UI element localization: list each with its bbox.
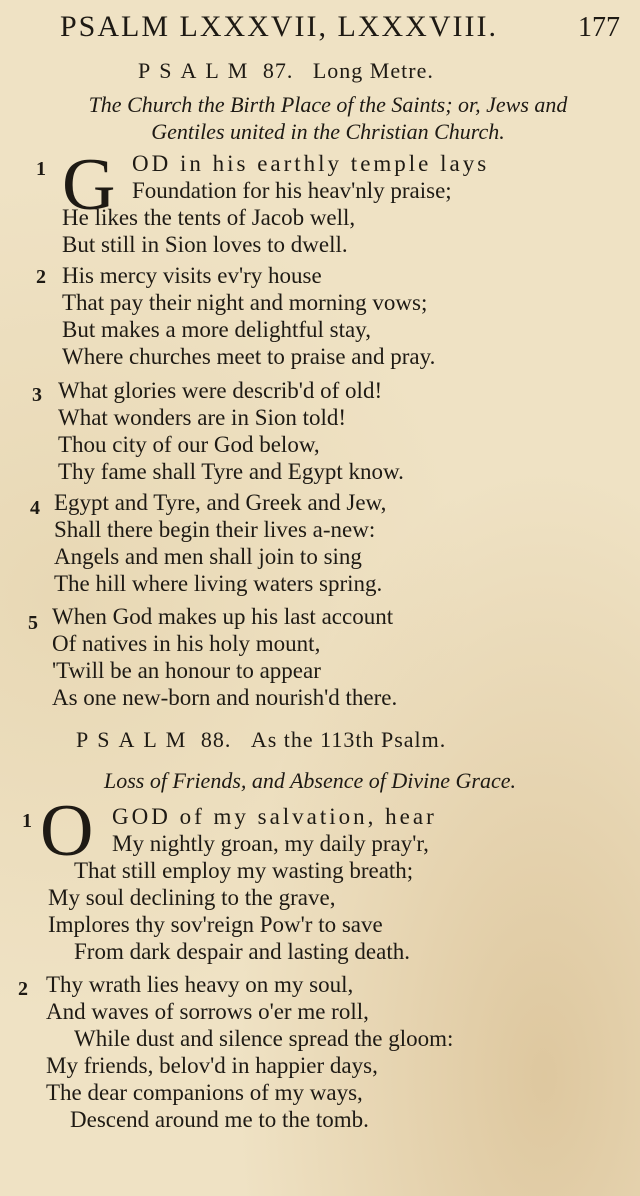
verse-number: 1 — [36, 158, 46, 180]
verse-line: Where churches meet to praise and pray. — [62, 344, 436, 369]
verse-line: He likes the tents of Jacob well, — [62, 205, 356, 230]
verse-line: 'Twill be an honour to appear — [52, 658, 321, 683]
psalm-metre: Long Metre. — [312, 58, 434, 83]
verse-line: As one new-born and nourish'd there. — [52, 685, 398, 710]
running-header — [60, 10, 620, 44]
verse-line: That still employ my wasting breath; — [74, 858, 414, 883]
verse-line: And waves of sorrows o'er me roll, — [46, 999, 369, 1024]
psalm-word: PSALM — [76, 727, 195, 752]
psalm-87-heading — [138, 58, 434, 84]
verse-line: Angels and men shall join to sing — [54, 544, 362, 569]
verse-line: My soul declining to the grave, — [48, 885, 336, 910]
verse-line: My friends, belov'd in happier days, — [46, 1053, 378, 1078]
psalm-88-subtitle: Loss of Friends, and Absence of Divine Grace. — [103, 768, 517, 793]
verse-line: Foundation for his heav'nly praise; — [132, 178, 452, 203]
verse-line: That pay their night and morning vows; — [62, 290, 428, 315]
verse-line: Implores thy sov'reign Pow'r to save — [48, 912, 383, 937]
verse-line: GOD of my salvation, hear — [112, 804, 437, 829]
verse-line: What wonders are in Sion told! — [58, 405, 347, 430]
drop-cap: G — [62, 144, 116, 226]
verse-line: The hill where living waters spring. — [54, 571, 383, 596]
verse-line: The dear companions of my ways, — [46, 1080, 363, 1105]
verse-line: What glories were describ'd of old! — [58, 378, 383, 403]
verse-line: Thy wrath lies heavy on my soul, — [46, 972, 354, 997]
verse-line: Shall there begin their lives a-new: — [54, 517, 376, 542]
verse-line: While dust and silence spread the gloom: — [74, 1026, 454, 1051]
verse-line: When God makes up his last account — [52, 604, 394, 629]
verse-line: But makes a more delightful stay, — [62, 317, 371, 342]
psalm-metre: As the 113th Psalm. — [250, 727, 447, 752]
verse-line: Descend around me to the tomb. — [70, 1107, 369, 1132]
psalm-87-subtitle-line2: Gentiles united in the Christian Church. — [151, 119, 505, 144]
verse-number: 1 — [22, 810, 32, 832]
verse-line: Thou city of our God below, — [58, 432, 320, 457]
verse-number: 2 — [18, 978, 28, 1000]
psalm-87-subtitle-line1: The Church the Birth Place of the Saints; or, Jews and — [88, 92, 568, 117]
drop-cap: O — [40, 790, 94, 872]
psalm-number: 87. — [262, 58, 294, 83]
verse-line: Of natives in his holy mount, — [52, 631, 321, 656]
verse-line: But still in Sion loves to dwell. — [62, 232, 348, 257]
psalm-number: 88. — [200, 727, 232, 752]
verse-line: From dark despair and lasting death. — [74, 939, 410, 964]
verse-line: OD in his earthly temple lays — [132, 151, 490, 176]
psalm-word: PSALM — [138, 58, 257, 83]
running-title: PSALM LXXXVII, LXXXVIII. — [60, 10, 498, 43]
page-number: 177 — [578, 12, 620, 43]
verse-number: 5 — [28, 612, 38, 634]
verse-line: His mercy visits ev'ry house — [62, 263, 322, 288]
verse-number: 3 — [32, 384, 42, 406]
verse-line: Thy fame shall Tyre and Egypt know. — [58, 459, 404, 484]
verse-line: Egypt and Tyre, and Greek and Jew, — [54, 490, 387, 515]
verse-line: My nightly groan, my daily pray'r, — [112, 831, 429, 856]
verse-number: 2 — [36, 266, 46, 288]
psalm-88-heading — [76, 727, 446, 753]
verse-number: 4 — [30, 497, 40, 519]
